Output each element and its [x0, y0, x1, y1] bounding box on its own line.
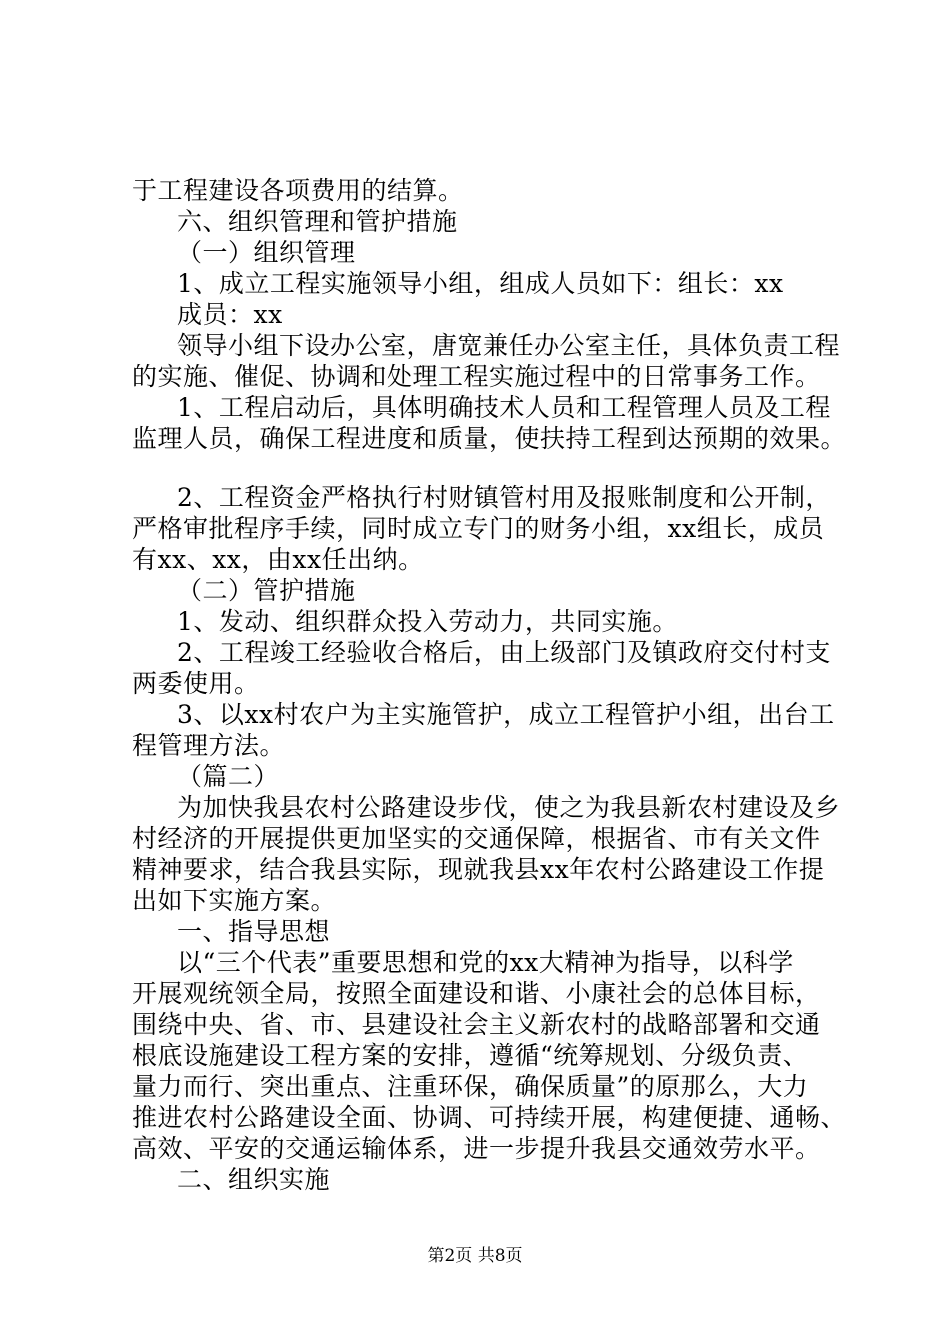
text-line: 高效、平安的交通运输体系，进一步提升我县交通效劳水平。	[132, 1134, 821, 1163]
section-heading: 一、指导思想	[177, 917, 331, 946]
text-line: 1、工程启动后，具体明确技术人员和工程管理人员及工程	[177, 393, 831, 422]
text-line: 精神要求，结合我县实际，现就我县xx年农村公路建设工作提	[132, 855, 825, 884]
text-line: 的实施、催促、协调和处理工程实施过程中的日常事务工作。	[132, 362, 821, 391]
text-line: 村经济的开展提供更加坚实的交通保障，根据省、市有关文件	[132, 824, 821, 853]
part-heading: （篇二）	[177, 762, 280, 791]
page-footer: 第2页 共8页	[427, 1246, 523, 1266]
text-line: 程管理方法。	[132, 731, 286, 760]
text-line: 2、工程竣工经验收合格后，由上级部门及镇政府交付村支	[177, 638, 831, 667]
text-line: 严格审批程序手续，同时成立专门的财务小组，xx组长，成员	[132, 514, 825, 543]
text-line: 2、工程资金严格执行村财镇管村用及报账制度和公开制，	[177, 483, 831, 512]
text-line: 开展观统领全局，按照全面建设和谐、小康社会的总体目标，	[132, 979, 821, 1008]
text-line: 1、成立工程实施领导小组，组成人员如下：组长：xx	[177, 269, 784, 298]
text-line: 为加快我县农村公路建设步伐，使之为我县新农村建设及乡	[177, 793, 841, 822]
text-line: 出如下实施方案。	[132, 886, 337, 915]
text-line: 根底设施建设工程方案的安排，遵循“统筹规划、分级负责、	[132, 1041, 809, 1070]
section-heading: 二、组织实施	[177, 1165, 331, 1194]
text-line: 围绕中央、省、市、县建设社会主义新农村的战略部署和交通	[132, 1010, 821, 1039]
subsection-heading: （二）管护措施	[177, 576, 356, 605]
text-line: 领导小组下设办公室，唐宽兼任办公室主任，具体负责工程	[177, 331, 841, 360]
section-heading: 六、组织管理和管护措施	[177, 207, 458, 236]
text-line: 于工程建设各项费用的结算。	[132, 176, 464, 205]
text-line: 推进农村公路建设全面、协调、可持续开展，构建便捷、通畅、	[132, 1103, 847, 1132]
text-line: 量力而行、突出重点、注重环保，确保质量”的原那么，大力	[132, 1072, 809, 1101]
subsection-heading: （一）组织管理	[177, 238, 356, 267]
text-line: 3、以xx村农户为主实施管护，成立工程管护小组，出台工	[177, 700, 835, 729]
text-line: 1、发动、组织群众投入劳动力，共同实施。	[177, 607, 678, 636]
text-line: 有xx、xx，由xx任出纳。	[132, 545, 424, 574]
text-line: 成员：xx	[177, 300, 283, 329]
text-line: 以“三个代表”重要思想和党的xx大精神为指导，以科学	[177, 948, 794, 977]
text-line: 两委使用。	[132, 669, 260, 698]
text-line: 监理人员，确保工程进度和质量，使扶持工程到达预期的效果。	[132, 424, 847, 453]
